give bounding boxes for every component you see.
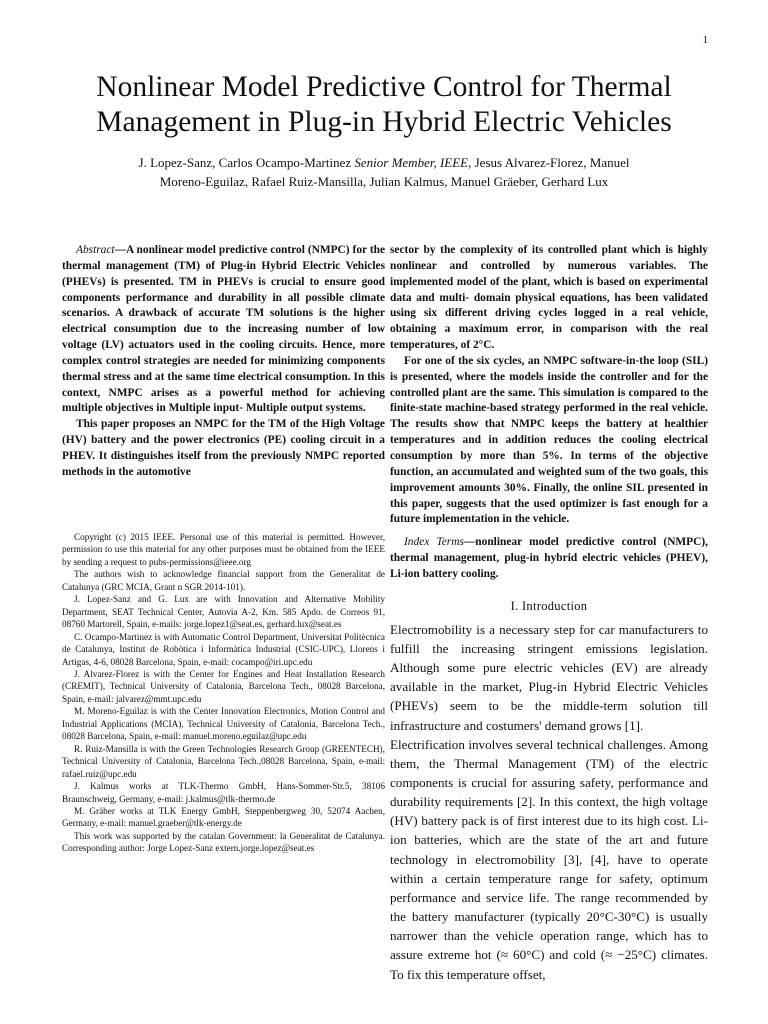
intro-paragraph-2: Electrification involves several technical challenges. Among them, the Thermal Management (TM) of the electric components is crucial for assuring safety, performance and durability requirements [2]. In this context, the high voltage (HV) battery pack is of first interest due to its high cost. Li-ion batteries, which are the state of the art and future technology in electromobility [3], [4], have to operate within a certain temperature range for safety, optimum performance and service life. The range recommended by the battery manufacturer (typically 20°C-30°C) is usually narrower than the vehicle operation range, which has to assure extreme hot (≈ 60°C) and cold (≈ −25°C) climates. To fix this temperature offset,: [390, 736, 708, 982]
authors-line2: Moreno-Eguilaz, Rafael Ruiz-Mansilla, Julian Kalmus, Manuel Gräeber, Gerhard Lux: [159, 174, 609, 189]
index-terms-label: Index Terms: [404, 536, 464, 549]
abstract-paragraph-2: [62, 417, 385, 480]
paper-title: Nonlinear Model Predictive Control for Thermal Management in Plug-in Hybrid Electric Vehicles: [96, 71, 672, 138]
authors-line1-pre: J. Lopez-Sanz, Carlos Ocampo-Martinez: [138, 155, 355, 170]
footnote-affiliation: R. Ruiz-Mansilla is with the Green Technologies Research Group (GREENTECH), Technical University of Catalonia, Barcelona Tech.,08028 Barcelona, Spain, e-mail: rafael.ruiz@upc.edu: [62, 743, 385, 779]
index-terms: [390, 535, 708, 583]
abstract-label: Abstract: [76, 244, 115, 256]
footnote-funding: The authors wish to acknowledge financial support from the Generalitat de Catalunya (GRC MCIA, Grant n SGR 2014-101).: [62, 569, 385, 592]
abstract-paragraph-3: [390, 354, 708, 528]
intro-paragraph-1: Electromobility is a necessary step for car manufacturers to fulfill the increasing stringent emissions legislation. Although some pure electric vehicles (EV) are already available in the market, Plug-in Hybrid Electric Vehicles (PHEVs) seem to be the middle-term solution till infrastructure and costumers' demand grows [1].: [390, 621, 708, 733]
authors-membership: Senior Member, IEEE: [354, 155, 469, 170]
footnote-affiliation: J. Kalmus works at TLK-Thermo GmbH, Hans-Sommer-Str.5, 38106 Braunschweig, Germany, e-mail: j.kalmus@tlk-thermo.de: [62, 781, 385, 804]
footnote-copyright: Copyright (c) 2015 IEEE. Personal use of this material is permitted. However, permission to use this material for any other purposes must be obtained from the IEEE by sending a request to pubs-permissions@ieee.org: [62, 532, 385, 567]
abstract-paragraph-1: [62, 243, 385, 417]
authors-line1-post: , Jesus Alvarez-Florez, Manuel: [468, 155, 630, 170]
section-heading-introduction: I. Introduction: [510, 598, 588, 613]
footnote-affiliation: C. Ocampo-Martinez is with Automatic Control Department, Universitat Politècnica de Catalunya, Institut de Robòtica i Informàtica Industrial (CSIC-UPC), Llorens i Artigas, 4-6, 08028 Barcelona, Spain, e-mail: cocampo@iri.upc.edu: [62, 631, 385, 667]
abstract-text-3: For one of the six cycles, an NMPC software-in-the loop (SIL) is presented, where the models inside the controller and for the controlled plant are the same. This simulation is compared to the finite-state machine-based strategy performed in the real vehicle. The results show that NMPC keeps the battery at healthier temperatures and in addition reduces the cooling electrical consumption by more than 5%. In terms of the objective function, an accumulated and weighted sum of the two goals, this improvement amounts 30%. Finally, the online SIL presented in this paper, suggests that the used optimizer is fast enough for a future implementation in the vehicle.: [390, 354, 708, 526]
footnote-support: This work was supported by the catalan Government: la Generalitat de Catalunya. Corresponding author: Jorge Lopez-Sanz extern.jorge.lopez@seat.es: [62, 830, 385, 854]
right-column: [390, 243, 708, 984]
abstract-text-1: —A nonlinear model predictive control (NMPC) for the thermal management (TM) of Plug-in Hybrid Electric Vehicles (PHEVs) is presented. TM in PHEVs is crucial to ensure good components performance and durability in all possible climate scenarios. A drawback of accurate TM solutions is the higher electrical consumption due to the increasing number of low voltage (LV) actuators used in the cooling circuits. Hence, more complex control strategies are needed for minimizing components thermal stress and at the same time electrical consumption. In this context, NMPC arises as a powerful method for achieving multiple objectives in Multiple input- Multiple output systems.: [62, 244, 385, 415]
abstract-text-2: This paper proposes an NMPC for the TM of the High Voltage (HV) battery and the power electronics (PE) cooling circuit in a PHEV. It distinguishes itself from the previously NMPC reported methods in the automotive: [62, 418, 385, 478]
abstract-continuation: sector by the complexity of its controlled plant which is highly nonlinear and controlled by numerous variables. The implemented model of the plant, which is based on experimental data and multi- domain physical equations, has been validated using six different driving cycles logged in a real vehicle, obtaining a maximum error, in comparison with the real temperatures, of 2°C.: [390, 244, 708, 352]
page-number: 1: [702, 34, 708, 46]
footnote-affiliation: M. Moreno-Eguilaz is with the Center Innovation Electronics, Motion Control and Industrial Applications (MCIA), Technical University of Catalonia, Barcelona Tech., 08028 Barcelona, Spain, e-mail: manuel.moreno.eguilaz@upc.edu: [62, 706, 385, 742]
footnote-affiliation: M. Gräber works at TLK Energy GmbH, Steppenbergweg 30, 52074 Aachen, Germany, e-mail: manuel.graeber@tlk-energy.de: [62, 805, 385, 829]
footnote-affiliation: J. Lopez-Sanz and G. Lux are with Innovation and Alternative Mobility Department, SEAT Technical Center, Autovia A-2, Km. 585 Apdo. de Correos 91, 08760 Martorell, Spain, e-mails: jorge.lopez1@seat.es, gerhard.lux@seat.es: [62, 594, 385, 630]
author-list: [50, 153, 718, 191]
footnote-affiliation: J. Alvarez-Florez is with the Center for Engines and Heat Installation Research (CREMIT), Technical University of Catalonia, Barcelona Tech., 08028 Barcelona, Spain, e-mail: jalvarez@mmt.upc.edu: [62, 668, 385, 704]
index-terms-text: —nonlinear model predictive control (NMPC), thermal management, plug-in hybrid electric vehicles (PHEV), Li-ion battery cooling.: [390, 536, 708, 580]
left-column: [62, 243, 385, 481]
footnotes: [62, 531, 385, 855]
